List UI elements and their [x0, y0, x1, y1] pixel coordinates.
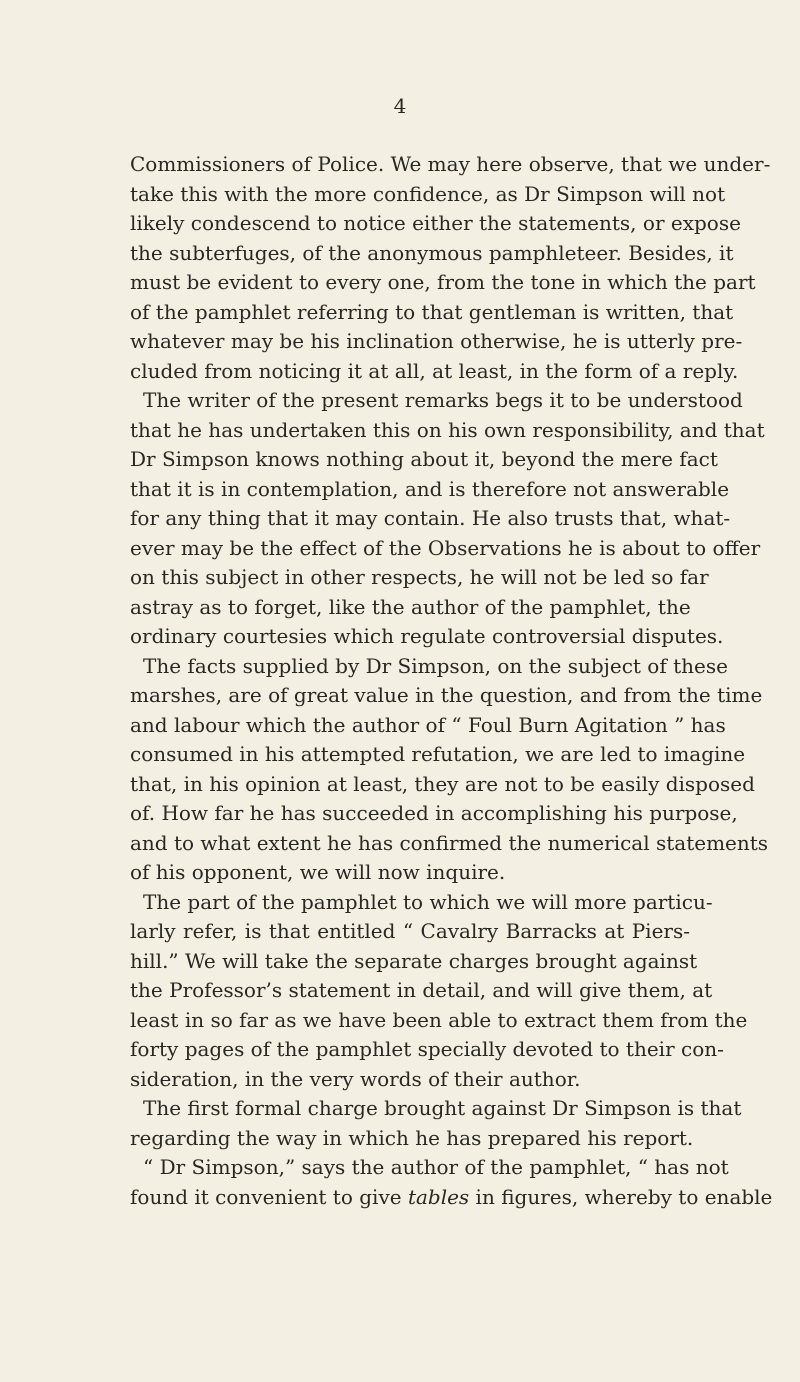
text-line: least in so far as we have been able to extract them from the [130, 1007, 748, 1032]
text-line: Dr Simpson knows nothing about it, beyond the mere fact [130, 447, 718, 471]
text-segment: found it convenient to give [130, 1184, 408, 1209]
text-line: regarding the way in which he has prepared his report. [130, 1125, 694, 1150]
text-line: The first formal charge brought against Dr Simpson is that [143, 1096, 742, 1120]
text-line: of. How far he has succeeded in accomplishing his purpose, [130, 801, 738, 825]
text-line: must be evident to every one, from the tone in which the part [130, 270, 756, 294]
text-line: whatever may be his inclination otherwise, he is utterly pre- [130, 329, 743, 353]
text-line: the subterfuges, of the anonymous pamphleteer. Besides, it [130, 240, 734, 265]
page-number: 4 [393, 94, 407, 118]
text-line: the Professor’s statement in detail, and will give them, at [130, 978, 713, 1002]
text-line: forty pages of the pamphlet specially devoted to their con- [130, 1037, 724, 1061]
text-line: hill.” We will take the separate charges brought against [130, 948, 698, 973]
text-line: ever may be the effect of the Observations he is about to offer [130, 535, 761, 560]
text-line: The part of the pamphlet to which we will more particu- [143, 889, 713, 914]
text-line: consumed in his attempted refutation, we are led to imagine [130, 742, 746, 766]
text-line: that it is in contemplation, and is therefore not answerable [130, 476, 730, 501]
italic-word: tables [407, 1184, 470, 1209]
text-line: “ Dr Simpson,” says the author of the pamphlet, “ has not [143, 1155, 729, 1179]
text-line: on this subject in other respects, he will not be led so far [130, 565, 709, 589]
text-line: take this with the more confidence, as Dr Simpson will not [130, 181, 726, 206]
text-line: and labour which the author of “ Foul Burn Agitation ” has [130, 712, 726, 737]
text-line: of his opponent, we will now inquire. [130, 860, 506, 884]
text-line: that, in his opinion at least, they are not to be easily disposed [130, 771, 755, 796]
text-line: likely condescend to notice either the statements, or expose [130, 211, 741, 235]
text-line: marshes, are of great value in the question, and from the time [130, 683, 763, 707]
body-text [130, 150, 771, 1183]
text-line: sideration, in the very words of their author. [130, 1066, 581, 1091]
text-line: astray as to forget, like the author of the pamphlet, the [130, 594, 691, 619]
text-line: larly refer, is that entitled “ Cavalry Barracks at Piers- [130, 919, 690, 943]
text-line: for any thing that it may contain. He also trusts that, what- [130, 506, 731, 530]
text-line: and to what extent he has confirmed the numerical statements [130, 830, 769, 855]
text-line: The facts supplied by Dr Simpson, on the subject of these [143, 653, 728, 678]
text-line: The writer of the present remarks begs it to be understood [143, 388, 743, 412]
text-line: of the pamphlet referring to that gentleman is written, that [130, 299, 734, 324]
text-line [130, 1183, 773, 1213]
text-line: cluded from noticing it at all, at least, in the form of a reply. [130, 358, 739, 383]
text-segment: in figures, whereby to enable [469, 1184, 773, 1209]
text-line: Commissioners of Police. We may here observe, that we under- [130, 152, 771, 176]
text-line: ordinary courtesies which regulate controversial disputes. [130, 624, 724, 648]
text-line: that he has undertaken this on his own responsibility, and that [130, 417, 765, 442]
